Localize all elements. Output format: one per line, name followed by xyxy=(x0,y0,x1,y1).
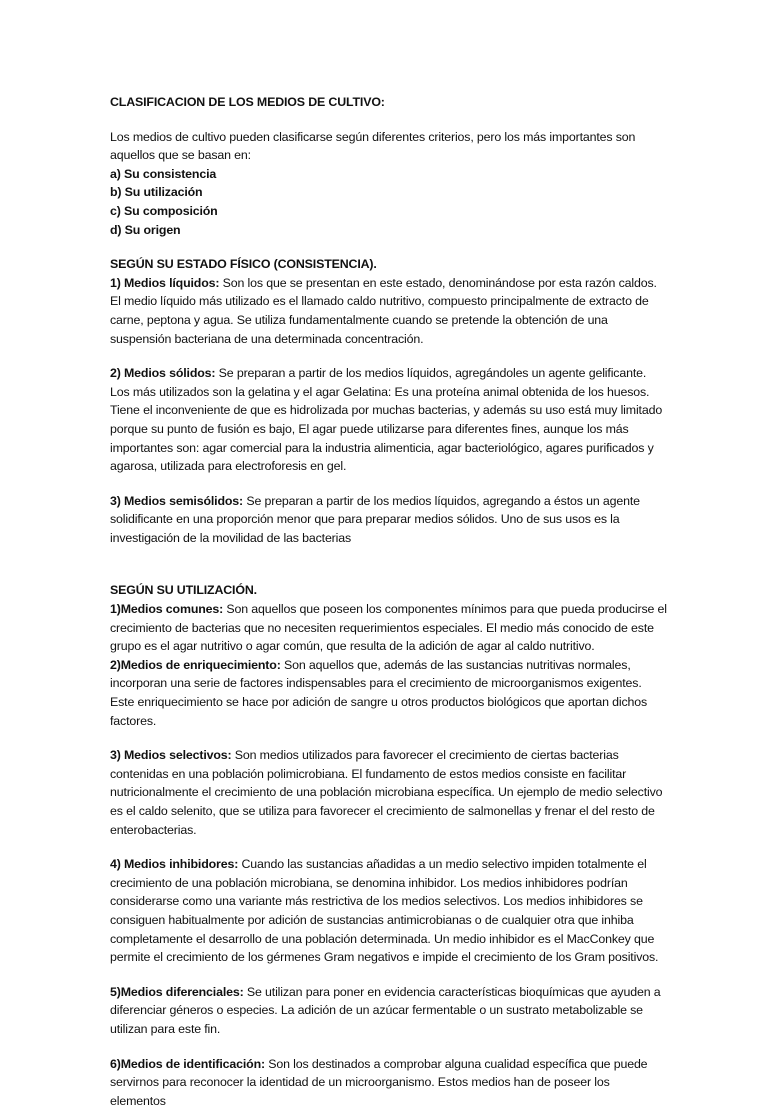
term-medios-solidos: 2) Medios sólidos: xyxy=(110,366,216,381)
term-medios-enriquecimiento: 2)Medios de enriquecimiento: xyxy=(110,657,281,672)
criteria-item-composicion: c) Su composición xyxy=(110,203,218,218)
criteria-item-origen: d) Su origen xyxy=(110,222,181,237)
term-medios-inhibidores: 4) Medios inhibidores: xyxy=(110,857,239,872)
document-title: CLASIFICACION DE LOS MEDIOS DE CULTIVO: xyxy=(110,95,385,109)
paragraph-medios-semisolidos xyxy=(110,492,668,548)
paragraph-medios-enriquecimiento xyxy=(110,656,668,730)
term-medios-semisolidos: 3) Medios semisólidos: xyxy=(110,493,244,508)
text-medios-solidos: Se preparan a partir de los medios líquidos, agregándoles un agente gelificante. Los más utilizados son la gelatina y el agar Gelatina: Es una proteína animal obtenida de los huesos. Tiene el inconveniente de que es hidrolizada por muchas bacterias, y además su uso está muy limitado porque su punto de fusión es bajo, El agar puede utilizarse para diferentes fines, aunque los más importantes son: agar comercial para la industria alimenticia, agar bacteriológico, agares purificados y agarosa, utilizada para electroforesis en gel. xyxy=(110,366,663,474)
paragraph-medios-solidos xyxy=(110,364,668,476)
term-medios-selectivos: 3) Medios selectivos: xyxy=(110,748,232,763)
criteria-item-consistencia: a) Su consistencia xyxy=(110,166,217,181)
text-medios-enriquecimiento: Son aquellos que, además de las sustancias nutritivas normales, incorporan una serie de factores indispensables para el crecimiento de microorganismos exigentes. Este enriquecimiento se hace por adición de sangre u otros productos biológicos que aportan dichos factores. xyxy=(110,657,648,728)
text-medios-selectivos: Son medios utilizados para favorecer el crecimiento de ciertas bacterias contenidas en una población polimicrobiana. El fundamento de estos medios consiste en facilitar nutricionalmente el crecimiento de una población microbiana específica. Un ejemplo de medio selectivo es el caldo selenito, que se utiliza para favorecer el crecimiento de salmonellas y frenar el del resto de enterobacterias. xyxy=(110,748,663,837)
term-medios-identificacion: 6)Medios de identificación: xyxy=(110,1056,265,1071)
text-medios-liquidos: Son los que se presentan en este estado, denominándose por esta razón caldos. El medio líquido más utilizado es el llamado caldo nutritivo, compuesto principalmente de extracto de carne, peptona y agua. Se utiliza fundamentalmente cuando se pretende la obtención de una suspensión bacteriana de una determinada concentración. xyxy=(110,275,657,346)
paragraph-medios-liquidos xyxy=(110,274,668,348)
term-medios-comunes: 1)Medios comunes: xyxy=(110,602,224,617)
criteria-item-utilizacion: b) Su utilización xyxy=(110,185,203,200)
paragraph-medios-diferenciales xyxy=(110,983,668,1039)
text-medios-identificacion: Son los destinados a comprobar alguna cualidad específica que puede servirnos para reconocer la identidad de un microorganismo. Estos medios han de poseer los elementos xyxy=(110,1056,648,1108)
text-medios-comunes: Son aquellos que poseen los componentes mínimos para que pueda producirse el crecimiento de bacterias que no necesiten requerimientos especiales. El medio más conocido de este grupo es el agar nutritivo o agar común, que resulta de la adición de agar al caldo nutritivo. xyxy=(110,602,667,654)
section-heading-utilizacion: SEGÚN SU UTILIZACIÓN. xyxy=(110,583,257,598)
term-medios-diferenciales: 5)Medios diferenciales: xyxy=(110,984,244,999)
paragraph-medios-comunes xyxy=(110,600,668,656)
text-medios-semisolidos: Se preparan a partir de los medios líquidos, agregando a éstos un agente solidificante en una proporción menor que para preparar medios sólidos. Uno de sus usos es la investigación de la movilidad de las bacterias xyxy=(110,493,640,545)
section-heading-consistencia: SEGÚN SU ESTADO FÍSICO (CONSISTENCIA). xyxy=(110,257,377,272)
text-medios-diferenciales: Se utilizan para poner en evidencia características bioquímicas que ayuden a diferenciar géneros o especies. La adición de un azúcar fermentable o un sustrato metabolizable se utilizan para este fin. xyxy=(110,984,661,1036)
paragraph-medios-identificacion xyxy=(110,1055,668,1110)
paragraph-medios-selectivos xyxy=(110,746,668,839)
intro-paragraph: Los medios de cultivo pueden clasificarse según diferentes criterios, pero los más importantes son aquellos que se basan en: xyxy=(110,129,636,163)
paragraph-medios-inhibidores xyxy=(110,855,668,967)
term-medios-liquidos: 1) Medios líquidos: xyxy=(110,275,220,290)
text-medios-inhibidores: Cuando las sustancias añadidas a un medio selectivo impiden totalmente el crecimiento de una población microbiana, se denomina inhibidor. Los medios inhibidores podrían considerarse como una variante más restrictiva de los medios selectivos. Los medios inhibidores se consiguen habitualmente por adición de sustancias antimicrobianas o de cualquier otra que inhiba completamente el desarrollo de una población determinada. Un medio inhibidor es el MacConkey que permite el crecimiento de los gérmenes Gram negativos e impide el crecimiento de los Gram positivos. xyxy=(110,857,659,965)
